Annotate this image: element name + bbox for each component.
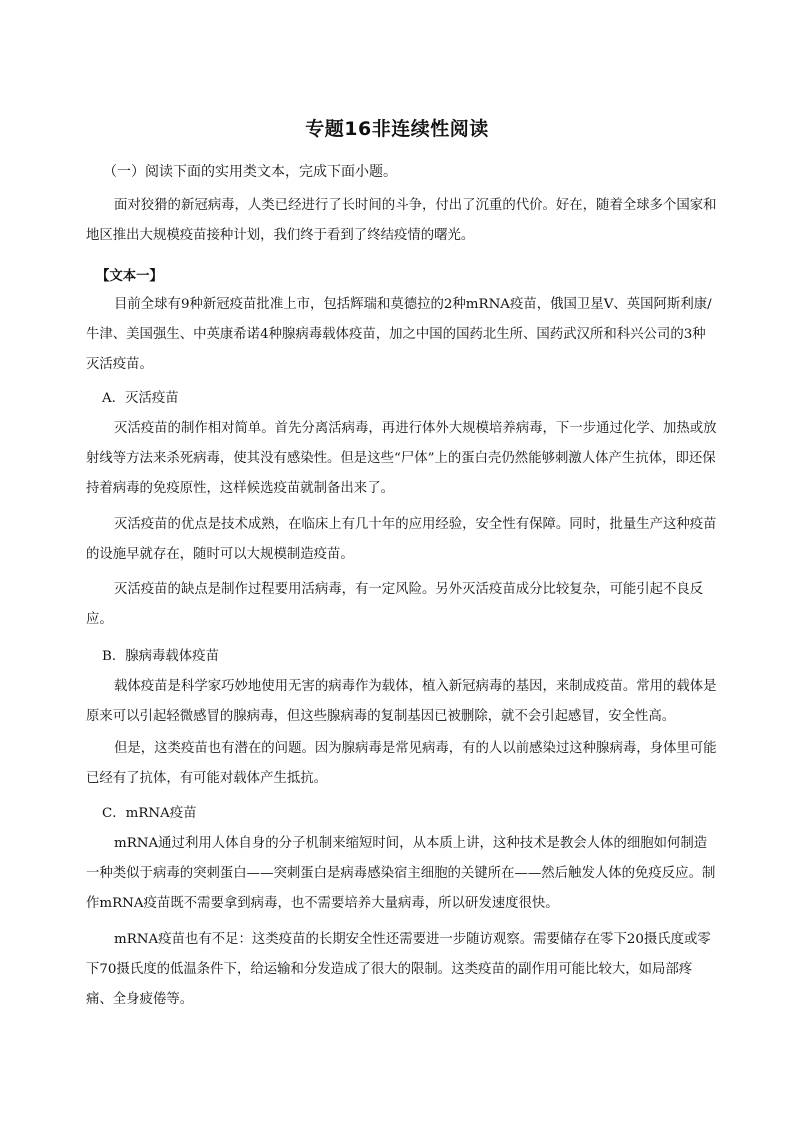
section-c-paragraph-2: mRNA疫苗也有不足：这类疫苗的长期安全性还需要进一步随访观察。需要储存在零下20摄氏度或零下70摄氏度的低温条件下，给运输和分发造成了很大的限制。这类疫苗的副作用可能比较大，如局部疼痛、全身疲倦等。 [86,932,711,1007]
section-a-heading: A．灭活疫苗 [102,391,179,406]
text1-paragraph: 目前全球有9种新冠疫苗批准上市，包括辉瑞和莫德拉的2种mRNA疫苗，俄国卫星V、英国阿斯利康/牛津、美国强生、中英康希诺4种腺病毒载体疫苗，加之中国的国药北生所、国药武汉所和科兴公司的3种灭活疫苗。 [86,297,712,372]
opening-paragraph: 面对狡猾的新冠病毒，人类已经进行了长时间的斗争，付出了沉重的代价。好在，随着全球多个国家和地区推出大规模疫苗接种计划，我们终于看到了终结疫情的曙光。 [86,198,717,243]
section-b-paragraph-2: 但是，这类疫苗也有潜在的问题。因为腺病毒是常见病毒，有的人以前感染过这种腺病毒，身体里可能已经有了抗体，有可能对载体产生抵抗。 [86,741,717,786]
intro-instruction: （一）阅读下面的实用类文本，完成下面小题。 [103,164,397,180]
section-b-heading: B．腺病毒载体疫苗 [102,649,219,664]
section-a-paragraph-2: 灭活疫苗的优点是技术成熟，在临床上有几十年的应用经验，安全性有保障。同时，批量生产这种疫苗的设施早就存在，随时可以大规模制造疫苗。 [86,517,717,562]
section-c-paragraph-1: mRNA通过利用人体自身的分子机制来缩短时间，从本质上讲，这种技术是教会人体的细胞如何制造一种类似于病毒的突刺蛋白——突刺蛋白是病毒感染宿主细胞的关键所在——然后触发人体的免疫反应。制作mRNA疫苗既不需要拿到病毒，也不需要培养大量病毒，所以研发速度很快。 [86,836,716,911]
section-c-heading: C．mRNA疫苗 [102,806,197,821]
section-b-paragraph-1: 载体疫苗是科学家巧妙地使用无害的病毒作为载体，植入新冠病毒的基因，来制成疫苗。常用的载体是原来可以引起轻微感冒的腺病毒，但这些腺病毒的复制基因已被删除，就不会引起感冒，安全性高。 [86,679,717,724]
section-a-paragraph-1: 灭活疫苗的制作相对简单。首先分离活病毒，再进行体外大规模培养病毒，下一步通过化学、加热或放射线等方法来杀死病毒，使其没有感染性。但是这些“尸体”上的蛋白壳仍然能够刺激人体产生抗体，即还保持着病毒的免疫原性，这样候选疫苗就制备出来了。 [86,421,717,496]
page-title: 专题16非连续性阅读 [305,118,489,140]
section-a-paragraph-3: 灭活疫苗的缺点是制作过程要用活病毒，有一定风险。另外灭活疫苗成分比较复杂，可能引起不良反应。 [86,582,704,627]
text1-heading: 【文本一】 [96,269,163,284]
